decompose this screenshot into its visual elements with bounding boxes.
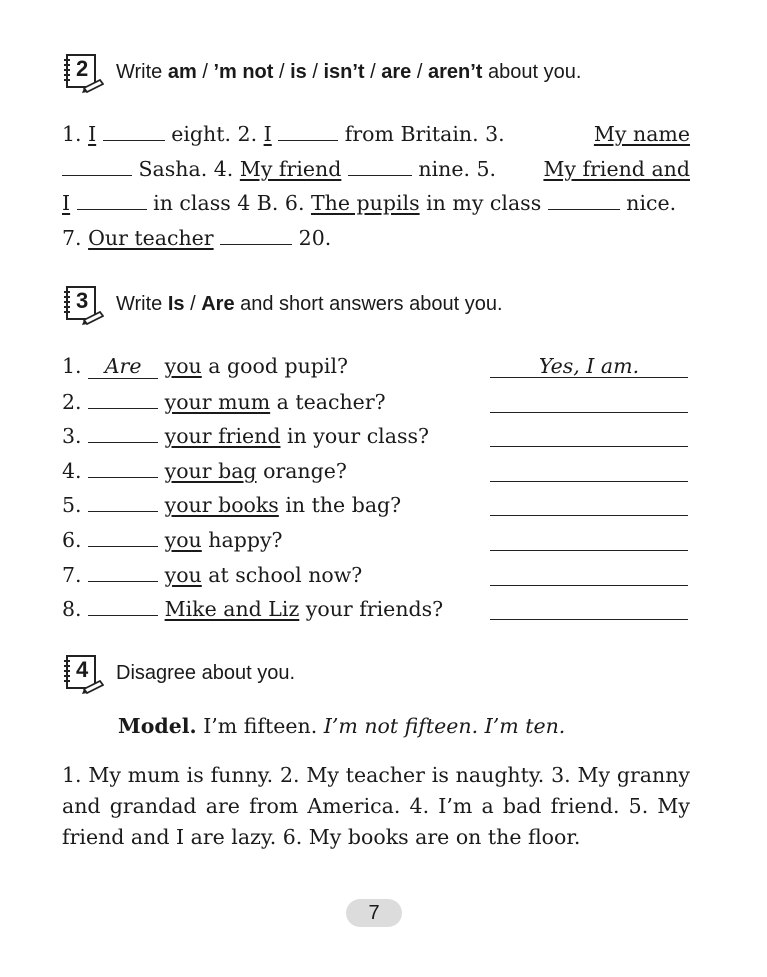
exercise-2-text	[62, 117, 690, 255]
fill-blank[interactable]	[88, 591, 158, 616]
exercise-instruction: Write am / ’m not / is / isn’t / are / aren’t about you.	[116, 60, 582, 83]
text-line: 7. Our teacher 20.	[62, 225, 332, 250]
exercise-number: 3	[76, 288, 89, 313]
notebook-pencil-icon	[62, 52, 104, 92]
fill-blank[interactable]	[548, 189, 620, 210]
exercise-4-header	[62, 653, 295, 693]
fill-blank[interactable]	[88, 418, 158, 443]
page-number: 7	[346, 899, 402, 927]
exercise-number: 4	[76, 657, 89, 682]
fill-blank[interactable]	[103, 120, 165, 141]
exercise-number: 2	[76, 56, 89, 81]
fill-blank[interactable]	[77, 189, 147, 210]
fill-blank[interactable]: Are	[88, 354, 158, 379]
fill-blank[interactable]	[278, 120, 338, 141]
answer-line[interactable]	[490, 418, 688, 447]
text-line: Sasha. 4. My friend nine. 5. My friend and	[62, 152, 690, 187]
text-line: I in class 4 B. 6. The pupils in my class nice.	[62, 191, 677, 215]
fill-blank[interactable]	[88, 384, 158, 409]
answer-line[interactable]: Yes, I am.	[490, 349, 688, 378]
answer-line[interactable]	[490, 591, 688, 620]
exercise-instruction: Write Is / Are and short answers about you.	[116, 292, 503, 315]
question-row: 4. your bag orange?	[62, 453, 690, 488]
answer-line[interactable]	[490, 522, 688, 551]
answer-line[interactable]	[490, 453, 688, 482]
fill-blank[interactable]	[62, 155, 132, 176]
model-example: Model. I’m fifteen. I’m not fifteen. I’m ten.	[118, 714, 566, 738]
exercise-4-text: 1. My mum is funny. 2. My teacher is naughty. 3. My granny and grandad are from America. 4. I’m a bad friend. 5. My friend and I are lazy. 6. My books are on the floor.	[62, 763, 690, 849]
exercise-2-header	[62, 52, 581, 92]
question-row: 2. your mum a teacher?	[62, 384, 690, 419]
fill-blank[interactable]	[88, 522, 158, 547]
exercise-3-header	[62, 284, 503, 324]
fill-blank[interactable]	[88, 557, 158, 582]
answer-line[interactable]	[490, 487, 688, 516]
fill-blank[interactable]	[348, 155, 412, 176]
question-row: 8. Mike and Liz your friends?	[62, 591, 690, 626]
question-row: 5. your books in the bag?	[62, 487, 690, 522]
answer-line[interactable]	[490, 384, 688, 413]
question-row: 3. your friend in your class?	[62, 418, 690, 453]
notebook-pencil-icon	[62, 653, 104, 693]
question-row: 7. you at school now?	[62, 557, 690, 592]
fill-blank[interactable]	[88, 453, 158, 478]
question-row: 6. you happy?	[62, 522, 690, 557]
fill-blank[interactable]	[88, 487, 158, 512]
answer-line[interactable]	[490, 557, 688, 586]
question-row: 1. Are you a good pupil? Yes, I am.	[62, 349, 690, 384]
text-line: 1. I eight. 2. I from Britain. 3. My name	[62, 122, 690, 146]
notebook-pencil-icon	[62, 284, 104, 324]
exercise-instruction: Disagree about you.	[116, 661, 296, 684]
exercise-3-questions	[62, 349, 690, 626]
fill-blank[interactable]	[220, 224, 292, 245]
